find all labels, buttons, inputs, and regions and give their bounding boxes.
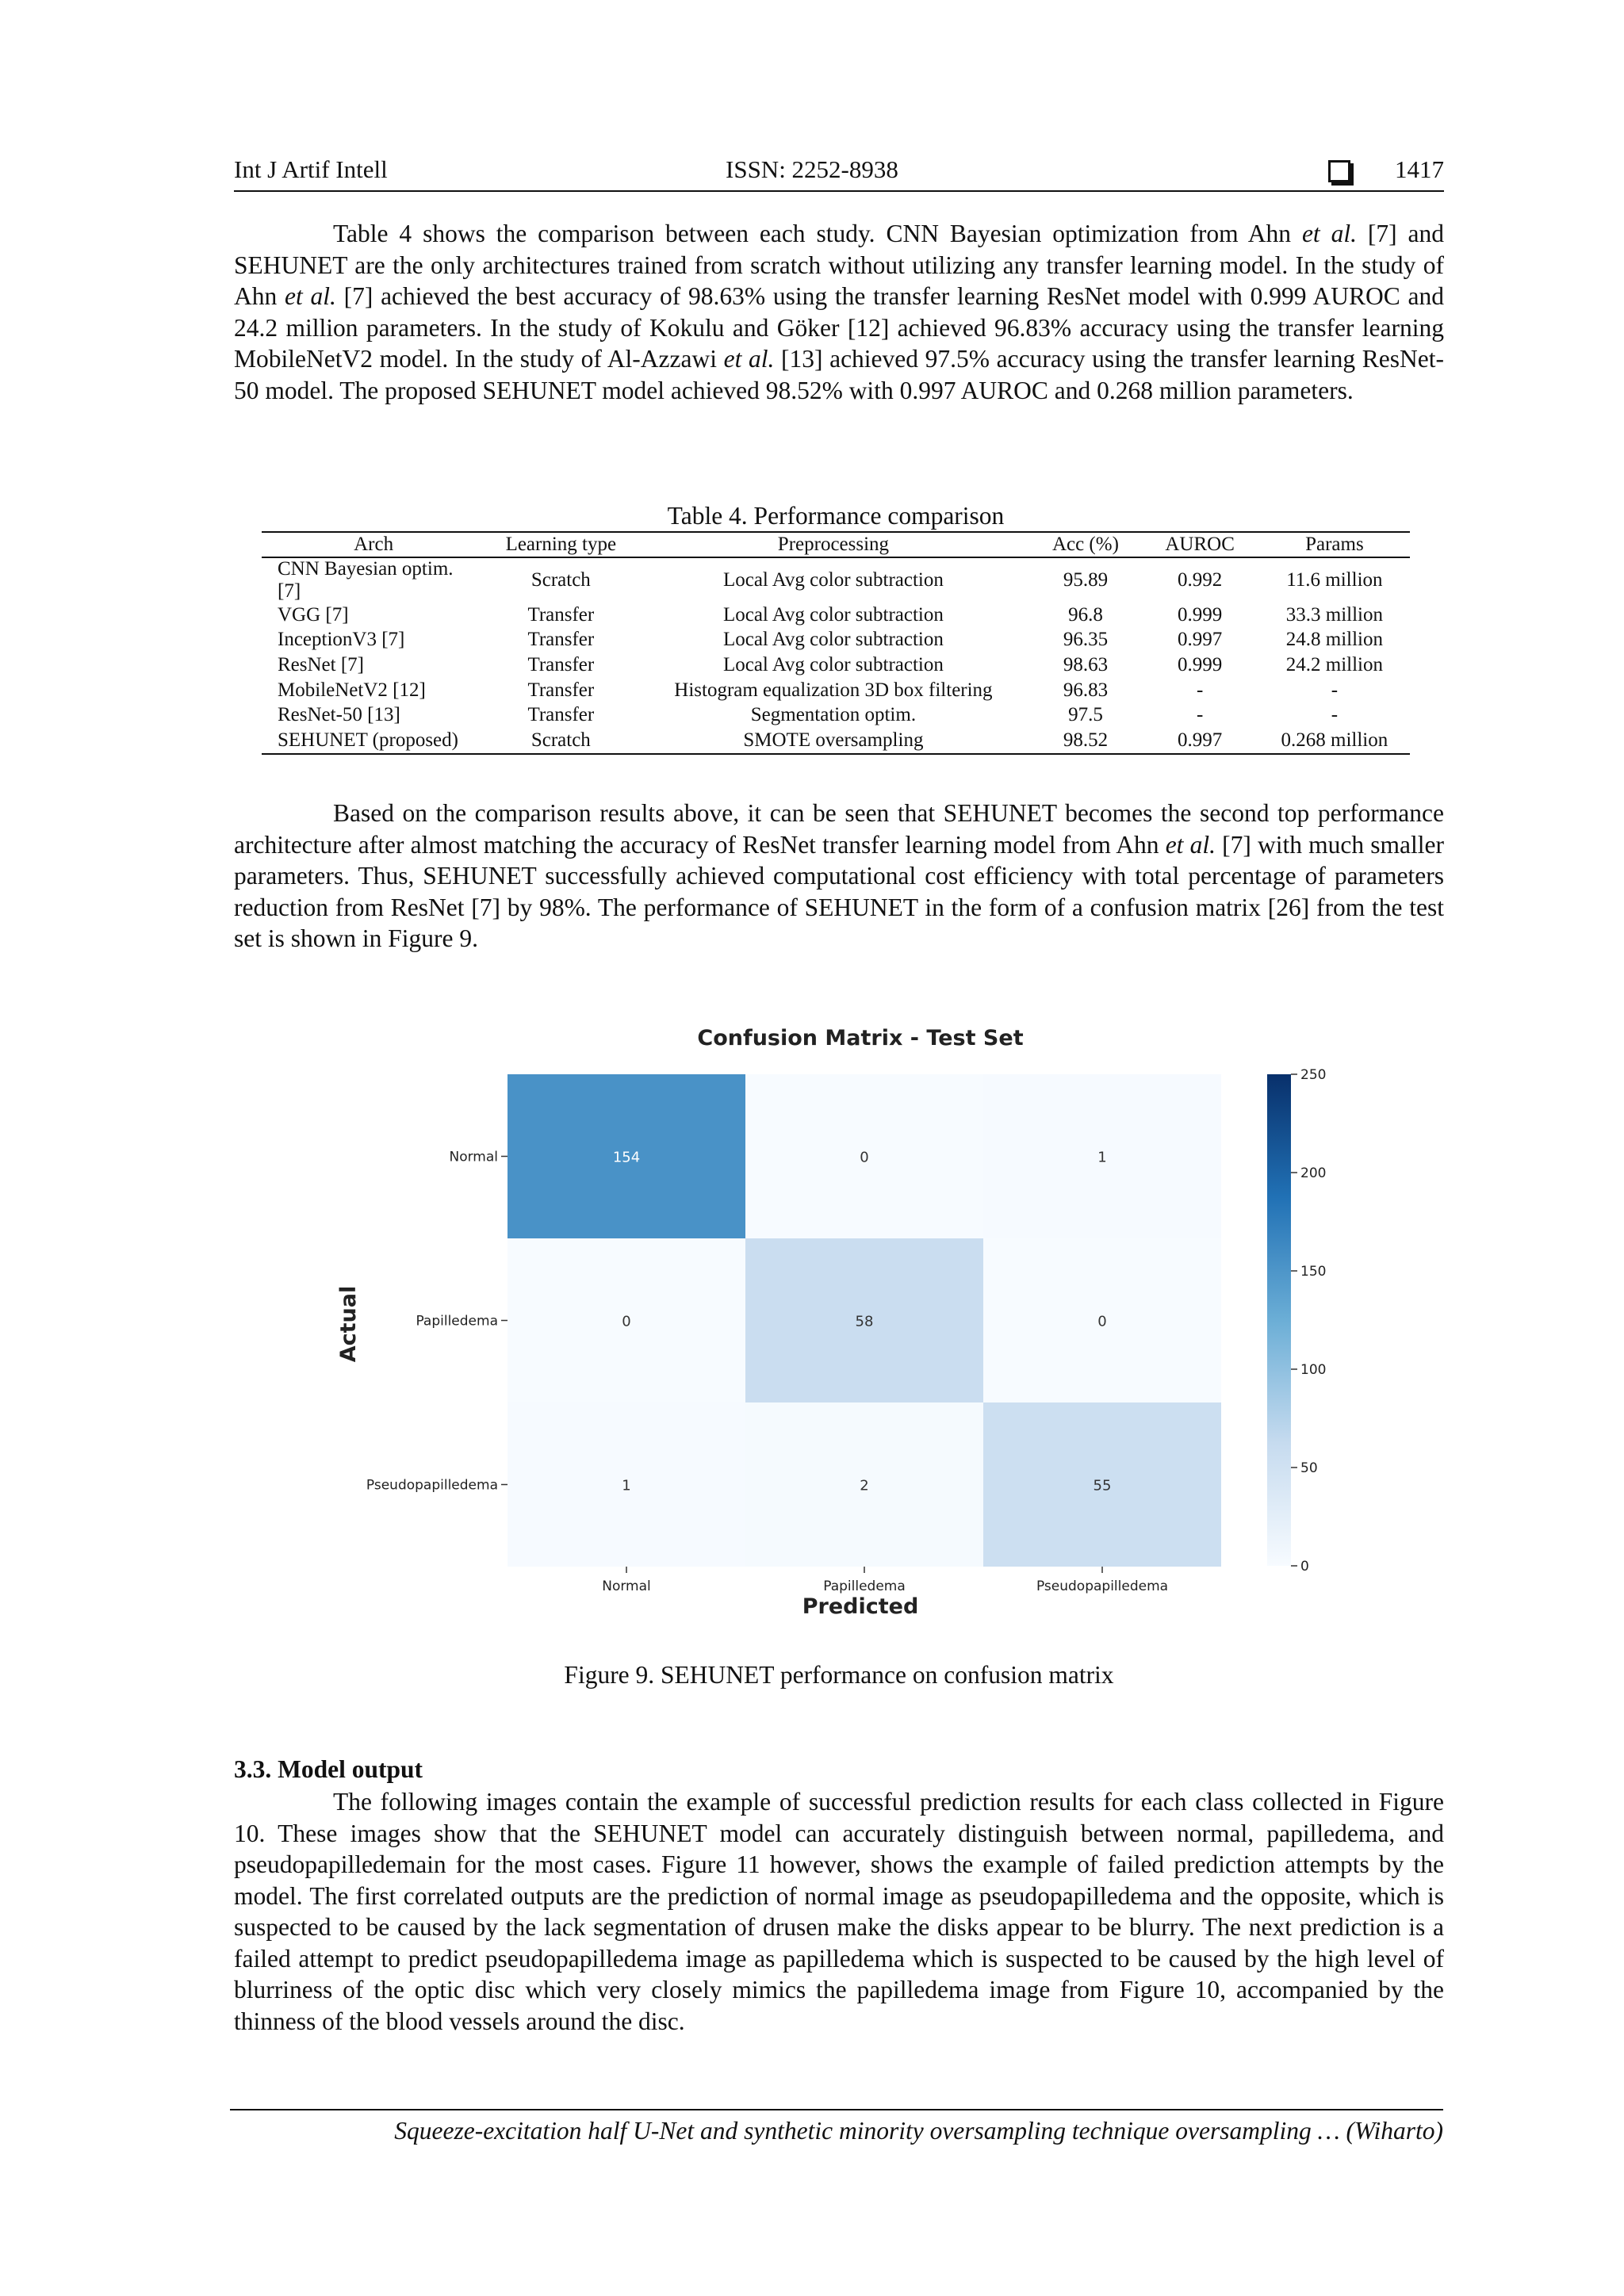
chart-title: Confusion Matrix - Test Set [697,1026,1024,1050]
y-axis-label: Actual [336,1285,361,1363]
cell-value-label: 0 [860,1149,869,1166]
table-cell: ResNet [7] [278,653,364,675]
table-cell: - [1331,679,1339,701]
running-footer: Squeeze-excitation half U-Net and synthetic minority oversampling technique oversampling … (Wiharto) [230,2109,1443,2145]
table-cell: Scratch [485,728,636,754]
cell-value-label: 58 [855,1313,874,1330]
column-header: Params [1259,532,1410,557]
column-header: AUROC [1140,532,1258,557]
table-row [262,652,1410,678]
model-output-text: The following images contain the example of successful prediction results for each class collected in Figure 10. These images show that the SEHUNET model can accurately distinguish between normal, papilledema, and pseudopapilledemain for the most cases. Figure 11 however, shows the example of failed prediction attempts by the model. The first correlated outputs are the prediction of normal image as pseudopapilledema and the opposite, which is suspected to be caused by the lack segmentation of drusen make the disks appear to be blurry. The next prediction is a failed attempt to predict pseudopapilledema image as papilledema which is suspected to be caused by the high level of blurriness of the optic disc which very closely mimics the papilledema image from Figure 10, accompanied by the thinness of the blood vessels around the disc. [234,1788,1444,2035]
table-cell: 24.2 million [1285,653,1383,675]
cell-value-label: 0 [1097,1313,1107,1330]
table-cell: 98.52 [1030,728,1140,754]
colorbar-tick-label: 150 [1300,1264,1327,1280]
page-number: 1417 [1395,155,1444,183]
table-cell: 0.992 [1177,569,1223,591]
section-title: 3.3. Model output [234,1755,423,1783]
x-axis-ticks [602,1567,1168,1594]
table-header-row [262,532,1410,557]
table-cell: MobileNetV2 [12] [278,679,426,701]
table-caption: Table 4. Performance comparison [667,502,1005,530]
table-cell: 0.999 [1177,603,1223,626]
column-header: Learning type [485,532,636,557]
table-row [262,678,1410,703]
table-cell: 0.997 [1140,728,1258,754]
issn: ISSN: 2252-8938 [726,155,898,183]
table-cell: ResNet-50 [13] [278,704,400,726]
table-cell: Transfer [527,679,595,701]
column-header: Acc (%) [1030,532,1140,557]
table-cell: 96.83 [1063,679,1109,701]
et-al: et al. [1301,220,1357,247]
colorbar-tick-label: 250 [1300,1067,1327,1083]
table-cell: Histogram equalization 3D box filtering [674,679,993,701]
model-output-paragraph [234,1786,1444,2037]
table-row [262,603,1410,628]
x-tick-label: Papilledema [823,1578,906,1594]
cell-value-label: 1 [622,1477,631,1494]
table-cell: Transfer [527,603,595,626]
table-cell: 0.999 [1177,653,1223,675]
intro-text-1: Table 4 shows the comparison between each study. CNN Bayesian optimization from Ahn [333,220,1302,247]
table-cell: 0.997 [1177,629,1223,651]
colorbar-ticks [1291,1067,1326,1575]
table-cell: Scratch [530,569,591,591]
table-cell: SMOTE oversampling [636,728,1030,754]
comparison-text-1: Based on the comparison results above, it can be seen that SEHUNET becomes the second top performance architecture after almost matching the accuracy of ResNet transfer learning model from Ahn [234,799,1444,859]
table-cell: Segmentation optim. [750,704,917,726]
table-cell: 98.63 [1063,653,1109,675]
table-cell: InceptionV3 [7] [278,629,405,651]
column-header: Arch [262,532,485,557]
colorbar [1267,1074,1291,1566]
colorbar-tick-label: 100 [1300,1362,1327,1378]
table-row [262,628,1410,653]
table-row [262,702,1410,728]
intro-paragraph [234,218,1444,406]
intro-text-3: [7] achieved the best accuracy of 98.63% using the transfer learning ResNet model with 0.999 AUROC and 24.2 million parameters. In the study of Kokulu and Göker [12] achieved 96.83% accuracy using the transfer learning MobileNetV2 model. In the study of Al-Azzawi [234,282,1445,373]
table-cell: CNN Bayesian optim. [7] [278,558,454,602]
table-cell: 96.35 [1063,629,1109,651]
cell-value-label: 55 [1093,1477,1112,1494]
table-row [262,728,1410,754]
table-cell: Local Avg color subtraction [722,629,944,651]
y-tick-label: Papilledema [416,1313,498,1330]
table-row [262,557,1410,603]
comparison-text-2: [7] with much smaller parameters. Thus, SEHUNET successfully achieved computational cost efficiency with total percentage of parameters reduction from ResNet [7] by 98%. The performance of SEHUNET in the form of a confusion matrix [26] from the test set is shown in Figure 9. [234,830,1444,952]
table-cell: SEHUNET (proposed) [262,728,485,754]
table-cell: 96.8 [1068,603,1103,626]
table-cell: 0.268 million [1259,728,1410,754]
intro-text-2: [7] and SEHUNET are the only architectures trained from scratch without utilizing any transfer learning model. In the study of Ahn [234,220,1444,310]
colorbar-tick-label: 200 [1300,1165,1327,1181]
table-cell: - [1331,704,1339,726]
y-tick-label: Pseudopapilledema [366,1477,498,1494]
table-cell: Local Avg color subtraction [722,569,944,591]
table-cell: 97.5 [1068,704,1103,726]
column-header: Preprocessing [636,532,1030,557]
table-cell: 24.8 million [1285,629,1383,651]
table-cell: 11.6 million [1286,569,1383,591]
journal-name: Int J Artif Intell [234,155,388,183]
colorbar-tick-label: 50 [1300,1460,1318,1476]
heatmap-cells [508,1074,1221,1567]
et-al: et al. [285,282,336,310]
cell-value-label: 1 [1097,1149,1107,1166]
table-cell: Transfer [527,629,595,651]
cell-value-label: 154 [612,1149,641,1166]
y-tick-label: Normal [449,1149,498,1165]
colorbar-tick-label: 0 [1300,1559,1309,1575]
cell-value-label: 2 [860,1477,869,1494]
x-tick-label: Pseudopapilledema [1036,1578,1169,1594]
comparison-paragraph [234,798,1444,955]
table-cell: Local Avg color subtraction [722,603,944,626]
x-tick-label: Normal [602,1578,651,1594]
performance-table [262,531,1410,755]
y-axis-ticks [366,1150,508,1494]
performance-table-wrapper [262,531,1410,755]
table-cell: VGG [7] [278,603,349,626]
cell-value-label: 0 [622,1313,631,1330]
et-al: et al. [1165,830,1216,859]
table-cell: - [1196,679,1204,701]
table-cell: Transfer [527,653,595,675]
table-cell: Local Avg color subtraction [722,653,944,675]
running-header [234,155,1444,192]
intro-text-4: [13] achieved 97.5% accuracy using the transfer learning ResNet-50 model. The proposed SEHUNET model achieved 98.52% with 0.997 AUROC and 0.268 million parameters. [234,345,1444,404]
square-icon [1328,160,1350,182]
table-cell: - [1196,704,1204,726]
table-cell: 33.3 million [1285,603,1383,626]
et-al: et al. [723,345,775,373]
table-cell: Transfer [527,704,595,726]
x-axis-label: Predicted [802,1594,919,1619]
table-cell: 95.89 [1063,569,1109,591]
figure-caption: Figure 9. SEHUNET performance on confusion matrix [564,1661,1114,1689]
confusion-matrix-figure [317,999,1348,1633]
